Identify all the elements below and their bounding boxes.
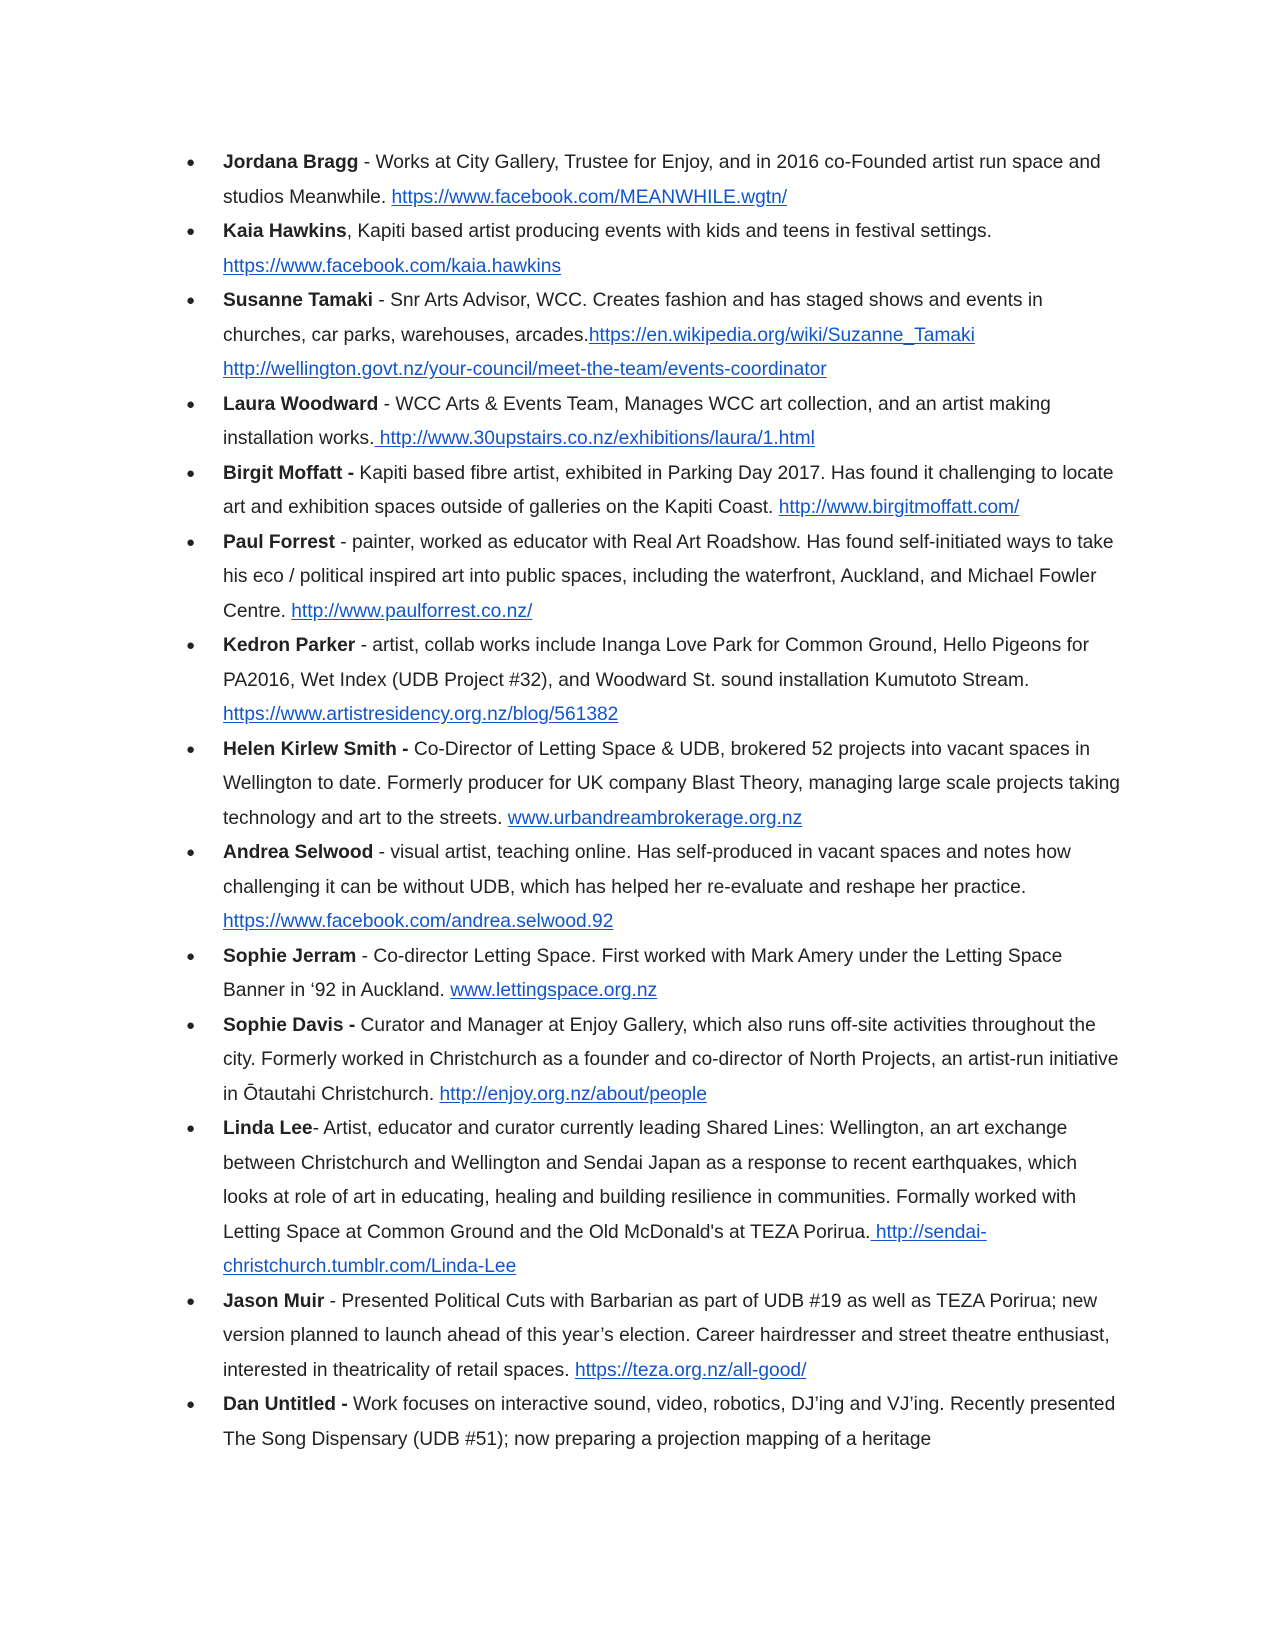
bullet-icon: ● xyxy=(186,464,196,482)
list-item xyxy=(186,1112,1126,1285)
person-name: Sophie Davis - xyxy=(223,1014,356,1036)
person-name: Jason Muir xyxy=(223,1290,325,1312)
person-name: Helen Kirlew Smith - xyxy=(223,738,409,760)
person-link[interactable]: http://www.birgitmoffatt.com/ xyxy=(778,497,1020,518)
person-description: Curator and Manager at Enjoy Gallery, which also runs off-site activities throughout the city. Formerly worked in Christchurch as a founder and co-director of North Projects, an artist-run initiative in Ōtautahi Christchurch. xyxy=(223,1014,1119,1105)
person-description: - Works at City Gallery, Trustee for Enjoy, and in 2016 co-Founded artist run space and studios Meanwhile. xyxy=(223,152,1101,208)
list-item xyxy=(186,146,1126,215)
bullet-icon: ● xyxy=(186,533,196,551)
person-link[interactable]: www.urbandreambrokerage.org.nz xyxy=(507,807,803,829)
person-name: Linda Lee xyxy=(223,1118,313,1139)
person-name: Kedron Parker xyxy=(223,635,356,656)
person-name: Kaia Hawkins xyxy=(223,221,347,242)
person-link[interactable]: https://www.artistresidency.org.nz/blog/561382 xyxy=(223,704,619,725)
list-item xyxy=(186,388,1126,457)
list-item xyxy=(186,215,1126,284)
person-name: Birgit Moffatt - xyxy=(223,462,355,484)
person-description: - Artist, educator and curator currently leading Shared Lines: Wellington, an art exchange between Christchurch and Wellington and Sendai Japan as a response to recent earthquakes, which looks at role of art in educating, healing and building resilience in communities. Formally worked with Letting Space at Common Ground and the Old McDonald's at TEZA Porirua. xyxy=(223,1118,1078,1243)
bullet-icon: ● xyxy=(186,395,196,413)
bullet-icon: ● xyxy=(186,292,196,309)
person-link[interactable]: http://www.30upstairs.co.nz/exhibitions/laura/1.html xyxy=(374,428,815,449)
person-description: , Kapiti based artist producing events with kids and teens in festival settings. xyxy=(346,221,992,242)
person-description: - Snr Arts Advisor, WCC. Creates fashion and has staged shows and events in churches, car parks, warehouses, arcades. xyxy=(223,290,1043,346)
bullet-icon: ● xyxy=(186,637,196,654)
person-description: Work focuses on interactive sound, video, robotics, DJ’ing and VJ’ing. Recently presented The Song Dispensary (UDB #51); now preparing a projection mapping of a heritage xyxy=(223,1394,1116,1450)
person-description: - visual artist, teaching online. Has self-produced in vacant spaces and notes how challenging it can be without UDB, which has helped her re-evaluate and reshape her practice. xyxy=(223,842,1071,898)
person-link[interactable]: https://www.facebook.com/MEANWHILE.wgtn/ xyxy=(391,186,788,208)
list-item xyxy=(186,284,1126,388)
list-item xyxy=(186,526,1126,630)
person-link[interactable]: https://www.facebook.com/andrea.selwood.92 xyxy=(223,911,614,932)
person-link[interactable]: www.lettingspace.org.nz xyxy=(450,980,658,1001)
list-item xyxy=(186,457,1126,526)
person-name: Laura Woodward xyxy=(223,393,379,415)
person-name: Sophie Jerram xyxy=(223,945,357,967)
person-link[interactable]: https://www.facebook.com/kaia.hawkins xyxy=(223,255,562,277)
bullet-icon: ● xyxy=(186,947,196,965)
person-link[interactable]: http://www.paulforrest.co.nz/ xyxy=(291,600,533,622)
people-list xyxy=(186,146,1126,1457)
person-link[interactable]: https://teza.org.nz/all-good/ xyxy=(574,1359,807,1381)
person-name: Susanne Tamaki xyxy=(223,290,374,311)
bullet-icon: ● xyxy=(186,223,196,240)
bullet-icon: ● xyxy=(186,1396,196,1413)
list-item xyxy=(186,733,1126,837)
person-description: Kapiti based fibre artist, exhibited in Parking Day 2017. Has found it challenging to locate art and exhibition spaces outside of galleries on the Kapiti Coast. xyxy=(223,462,1114,518)
bullet-icon: ● xyxy=(186,154,196,171)
person-description: - Co-director Letting Space. First worked with Mark Amery under the Letting Space Banner in ‘92 in Auckland. xyxy=(223,945,1063,1001)
person-description: Co-Director of Letting Space & UDB, brokered 52 projects into vacant spaces in Wellington to date. Formerly producer for UK company Blast Theory, managing large scale projects taking technology and art to the streets. xyxy=(223,738,1120,829)
person-description: - WCC Arts & Events Team, Manages WCC art collection, and an artist making installation works. xyxy=(223,393,1051,449)
list-item xyxy=(186,940,1126,1009)
bullet-icon: ● xyxy=(186,1016,196,1034)
person-name: Paul Forrest xyxy=(223,531,335,553)
bullet-icon: ● xyxy=(186,844,196,861)
person-name: Jordana Bragg xyxy=(223,152,359,173)
list-item xyxy=(186,629,1126,733)
person-link[interactable]: https://en.wikipedia.org/wiki/Suzanne_Tamaki xyxy=(588,324,975,346)
bullet-icon: ● xyxy=(186,740,196,758)
person-link[interactable]: http://enjoy.org.nz/about/people xyxy=(439,1083,707,1105)
person-description: - artist, collab works include Inanga Love Park for Common Ground, Hello Pigeons for PA2016, Wet Index (UDB Project #32), and Woodward St. sound installation Kumutoto Stream. xyxy=(223,635,1089,691)
person-description: - Presented Political Cuts with Barbarian as part of UDB #19 as well as TEZA Porirua; new version planned to launch ahead of this year’s election. Career hairdresser and street theatre enthusiast, interested in theatricality of retail spaces. xyxy=(223,1290,1110,1381)
person-link[interactable]: http://sendai-christchurch.tumblr.com/Linda-Lee xyxy=(223,1221,987,1277)
list-item xyxy=(186,1388,1126,1457)
bullet-icon: ● xyxy=(186,1120,196,1137)
person-name: Andrea Selwood xyxy=(223,842,374,863)
bullet-icon: ● xyxy=(186,1292,196,1310)
person-description: - painter, worked as educator with Real Art Roadshow. Has found self-initiated ways to take his eco / political inspired art into public spaces, including the waterfront, Auckland, and Michael Fowler Centre. xyxy=(223,531,1114,622)
list-item xyxy=(186,1009,1126,1113)
list-item xyxy=(186,1285,1126,1389)
person-link-secondary[interactable]: http://wellington.govt.nz/your-council/meet-the-team/events-coordinator xyxy=(223,359,827,380)
person-name: Dan Untitled - xyxy=(223,1394,348,1415)
list-item xyxy=(186,836,1126,940)
